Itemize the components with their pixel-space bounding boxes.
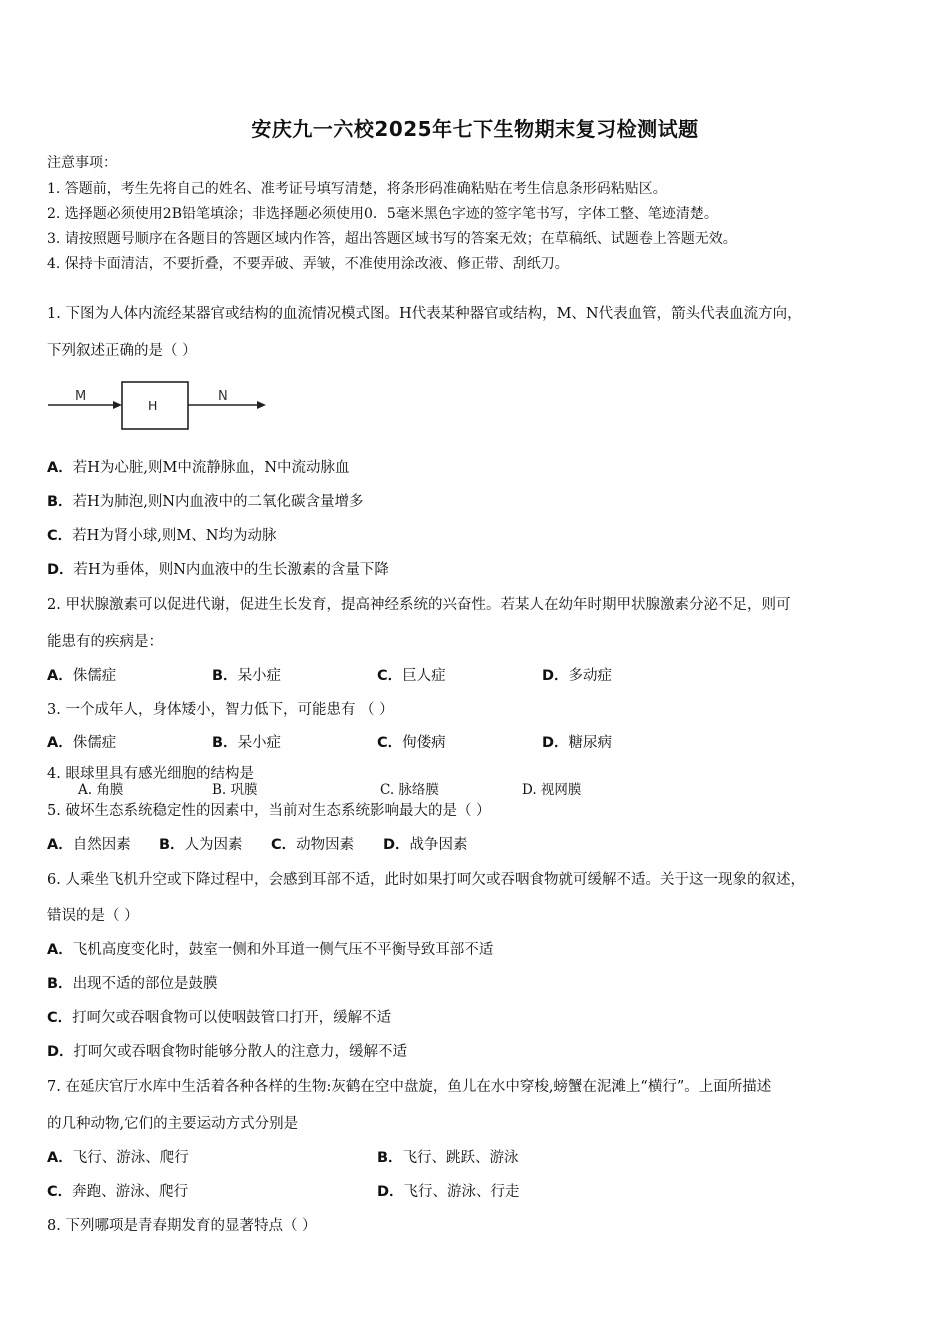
q4-stem: 4. 眼球里具有感光细胞的结构是 <box>47 766 254 782</box>
arrow-n-icon <box>257 401 266 409</box>
note-item: 1. 答题前，考生先将自己的姓名、准考证号填写清楚，将条形码准确粘贴在考生信息条形码粘贴区。 <box>47 181 667 197</box>
q3-option-d: D．糖尿病 <box>542 735 613 751</box>
blood-flow-diagram <box>40 376 280 438</box>
note-item: 3. 请按照题号顺序在各题目的答题区域内作答，超出答题区域书写的答案无效；在草稿纸、试题卷上答题无效。 <box>47 231 737 247</box>
q3-stem: 3. 一个成年人，身体矮小，智力低下，可能患有 （ ） <box>47 702 394 718</box>
q1-option-c: C．若H为肾小球,则M、N均为动脉 <box>47 528 277 544</box>
q4-option-c: C. 脉络膜 <box>380 782 439 798</box>
q6-option-d: D．打呵欠或吞咽食物时能够分散人的注意力，缓解不适 <box>47 1044 408 1060</box>
q2-option-c: C．巨人症 <box>377 668 446 684</box>
q5-option-b: B．人为因素 <box>159 837 243 853</box>
arrow-m-icon <box>113 401 122 409</box>
q7-option-c: C．奔跑、游泳、爬行 <box>47 1184 189 1200</box>
q2-stem: 2. 甲状腺激素可以促进代谢，促进生长发育，提高神经系统的兴奋性。若某人在幼年时期甲状腺激素分泌不足，则可 <box>47 597 791 613</box>
q8-stem: 8. 下列哪项是青春期发育的显著特点（ ） <box>47 1218 317 1234</box>
label-m: M <box>75 389 87 404</box>
q6-option-a: A．飞机高度变化时，鼓室一侧和外耳道一侧气压不平衡导致耳部不适 <box>47 942 494 958</box>
q5-option-d: D．战争因素 <box>383 837 468 853</box>
q6-option-b: B．出现不适的部位是鼓膜 <box>47 976 218 992</box>
q7-stem: 7. 在延庆官厅水库中生活着各种各样的生物:灰鹤在空中盘旋，鱼儿在水中穿梭,螃蟹在泥滩上“横行”。上面所描述 <box>47 1079 772 1095</box>
q5-option-a: A．自然因素 <box>47 837 131 853</box>
q7-stem-cont: 的几种动物,它们的主要运动方式分别是 <box>47 1116 299 1132</box>
q4-option-b: B. 巩膜 <box>212 782 258 798</box>
label-n: N <box>218 389 228 404</box>
q7-option-b: B．飞行、跳跃、游泳 <box>377 1150 519 1166</box>
q4-option-a: A. 角膜 <box>78 782 124 798</box>
note-item: 2. 选择题必须使用2B铅笔填涂；非选择题必须使用0．5毫米黑色字迹的签字笔书写，字体工整、笔迹清楚。 <box>47 206 718 222</box>
q1-option-a: A．若H为心脏,则M中流静脉血，N中流动脉血 <box>47 460 350 476</box>
q6-stem-cont: 错误的是（ ） <box>47 908 139 924</box>
q3-option-c: C．佝偻病 <box>377 735 446 751</box>
q1-option-d: D．若H为垂体，则N内血液中的生长激素的含量下降 <box>47 562 389 578</box>
label-h: H <box>148 398 158 413</box>
note-item: 4. 保持卡面清洁，不要折叠，不要弄破、弄皱，不准使用涂改液、修正带、刮纸刀。 <box>47 256 569 272</box>
q3-option-a: A．侏儒症 <box>47 735 117 751</box>
q7-option-d: D．飞行、游泳、行走 <box>377 1184 520 1200</box>
q4-option-d: D. 视网膜 <box>522 782 582 798</box>
notes-heading: 注意事项： <box>47 155 117 171</box>
page-title: 安庆九一六校2025年七下生物期末复习检测试题 <box>251 117 699 141</box>
q2-stem-cont: 能患有的疾病是： <box>47 634 163 650</box>
q7-option-a: A．飞行、游泳、爬行 <box>47 1150 189 1166</box>
q1-option-b: B．若H为肺泡,则N内血液中的二氧化碳含量增多 <box>47 494 364 510</box>
q3-option-b: B．呆小症 <box>212 735 282 751</box>
q2-option-d: D．多动症 <box>542 668 613 684</box>
q5-stem: 5. 破坏生态系统稳定性的因素中，当前对生态系统影响最大的是（ ） <box>47 803 491 819</box>
q1-stem-cont: 下列叙述正确的是（ ） <box>47 343 197 359</box>
q2-option-a: A．侏儒症 <box>47 668 117 684</box>
q6-option-c: C．打呵欠或吞咽食物可以使咽鼓管口打开，缓解不适 <box>47 1010 392 1026</box>
q5-option-c: C．动物因素 <box>271 837 355 853</box>
q1-stem: 1. 下图为人体内流经某器官或结构的血流情况模式图。H代表某种器官或结构，M、N代表血管，箭头代表血流方向， <box>47 306 802 322</box>
q2-option-b: B．呆小症 <box>212 668 282 684</box>
q6-stem: 6. 人乘坐飞机升空或下降过程中，会感到耳部不适，此时如果打呵欠或吞咽食物就可缓解不适。关于这一现象的叙述， <box>47 872 805 888</box>
